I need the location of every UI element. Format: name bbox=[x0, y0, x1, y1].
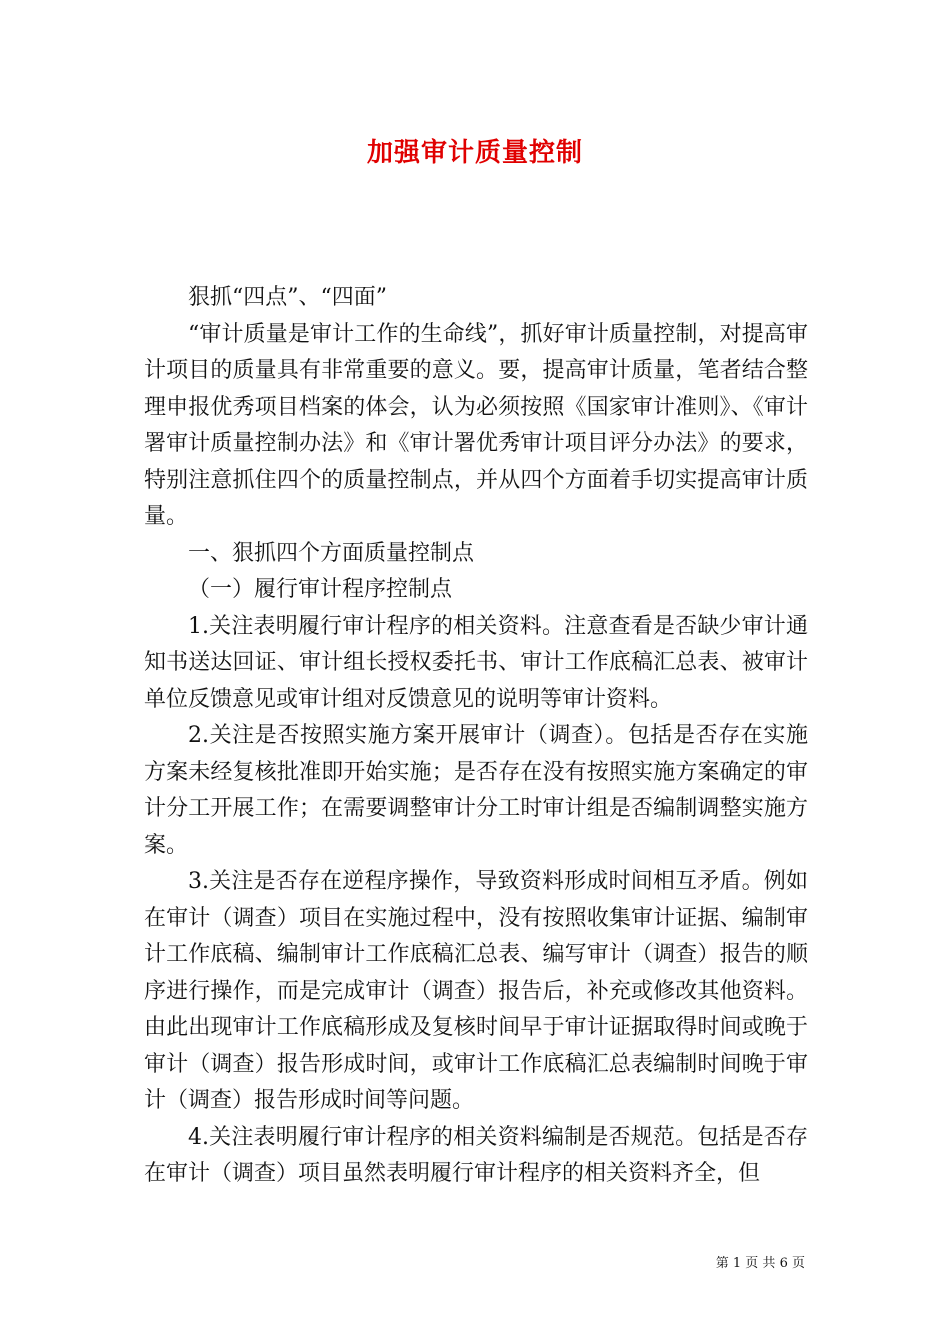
paragraph-intro: “审计质量是审计工作的生命线”，抓好审计质量控制，对提高审计项目的质量具有非常重要的意义。要，提高审计质量，笔者结合整理申报优秀项目档案的体会，认为必须按照《国家审计准则》、《审计署审计质量控制办法》和《审计署优秀审计项目评分办法》的要求，特别注意抓住四个的质量控制点，并从四个方面着手切实提高审计质量。 bbox=[144, 321, 808, 529]
paragraph-item-2: 2.关注是否按照实施方案开展审计（调查）。包括是否存在实施方案未经复核批准即开始实施；是否存在没有按照实施方案确定的审计分工开展工作；在需要调整审计分工时审计组是否编制调整实施方案。 bbox=[144, 723, 808, 858]
paragraph-item-1: 1.关注表明履行审计程序的相关资料。注意查看是否缺少审计通知书送达回证、审计组长授权委托书、审计工作底稿汇总表、被审计单位反馈意见或审计组对反馈意见的说明等审计资料。 bbox=[144, 613, 808, 712]
page-label-prefix: 第 bbox=[715, 1256, 729, 1271]
paragraph-item-4: 4.关注表明履行审计程序的相关资料编制是否规范。包括是否存在审计（调查）项目虽然表明履行审计程序的相关资料齐全，但 bbox=[144, 1124, 808, 1186]
page-label-middle: 页 共 bbox=[745, 1256, 776, 1271]
total-pages-number: 6 bbox=[779, 1256, 788, 1271]
current-page-number: 1 bbox=[732, 1256, 742, 1271]
paragraph-item-3: 3.关注是否存在逆程序操作，导致资料形成时间相互矛盾。例如在审计（调查）项目在实施过程中，没有按照收集审计证据、编制审计工作底稿、编制审计工作底稿汇总表、编写审计（调查）报告的顺序进行操作，而是完成审计（调查）报告后，补充或修改其他资料。由此出现审计工作底稿形成及复核时间早于审计证据取得时间或晚于审计（调查）报告形成时间，或审计工作底稿汇总表编制时间晚于审计（调查）报告形成时间等问题。 bbox=[144, 869, 808, 1113]
document-title: 加强审计质量控制 bbox=[366, 138, 583, 168]
document-body bbox=[144, 280, 808, 1193]
paragraph-subtitle: 狠抓“四点”、“四面” bbox=[188, 285, 387, 310]
page-number-footer bbox=[716, 1252, 805, 1271]
page-label-suffix: 页 bbox=[791, 1256, 805, 1271]
subsection-heading-1: （一）履行审计程序控制点 bbox=[188, 577, 453, 602]
section-heading-1: 一、狠抓四个方面质量控制点 bbox=[188, 540, 475, 566]
